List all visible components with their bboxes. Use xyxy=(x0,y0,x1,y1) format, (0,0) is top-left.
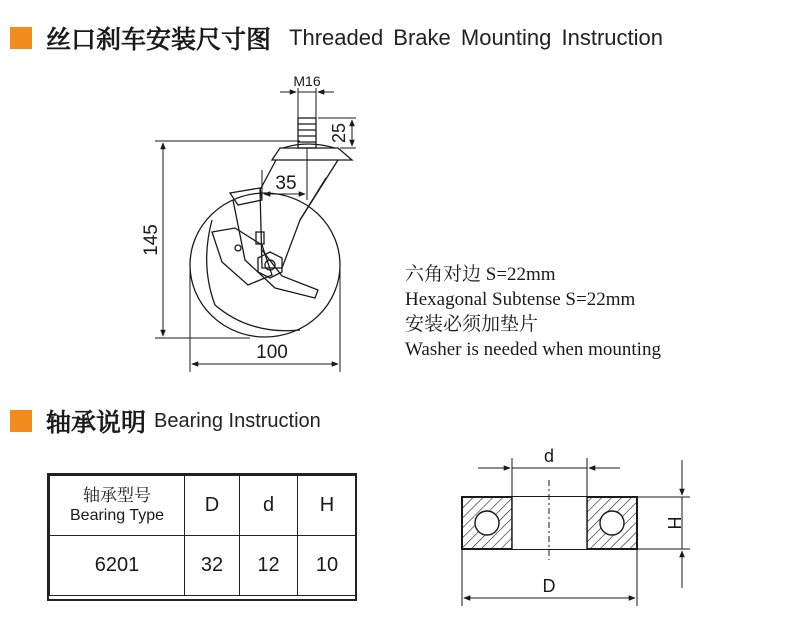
dim-height-label: H xyxy=(664,516,684,530)
orange-square-icon xyxy=(10,410,32,432)
dim-inner-label: d xyxy=(543,446,555,466)
dim-wheel-label: 100 xyxy=(256,342,288,363)
header-inner-diameter: d xyxy=(240,476,298,536)
bearing-section-drawing xyxy=(0,430,789,630)
top-plate xyxy=(272,148,352,160)
note-washer-en: Washer is needed when mounting xyxy=(405,339,661,360)
cell-height: 10 xyxy=(298,536,357,596)
header-type-zh: 轴承型号 xyxy=(83,485,151,506)
fork xyxy=(260,160,338,268)
cell-type: 6201 xyxy=(50,536,185,596)
left-ball xyxy=(475,511,499,535)
section-title-zh: 轴承说明 xyxy=(46,408,147,437)
dim-thread-label: M16 xyxy=(293,73,321,89)
section-title-en: Bearing Instruction xyxy=(154,409,321,432)
header-height: H xyxy=(298,476,357,536)
cell-inner-diameter: 12 xyxy=(240,536,298,596)
section-title-en: Threaded Brake Mounting Instruction xyxy=(289,25,663,50)
dim-offset-label: 35 xyxy=(275,173,297,194)
header-outer-diameter: D xyxy=(185,476,240,536)
wheel-face xyxy=(207,220,300,331)
dim-height-label: 145 xyxy=(141,224,162,256)
note-hex-en: Hexagonal Subtense S=22mm xyxy=(405,289,636,310)
note-washer-zh: 安装必须加垫片 xyxy=(405,314,539,335)
section-title-zh: 丝口刹车安装尺寸图 xyxy=(46,25,272,54)
right-ball xyxy=(600,511,624,535)
dim-outer-label: D xyxy=(542,576,556,596)
cell-outer-diameter: 32 xyxy=(185,536,240,596)
dim-stem-label: 25 xyxy=(329,122,349,144)
note-hex-zh: 六角对边 S=22mm xyxy=(405,264,556,285)
mounting-notes xyxy=(405,262,661,362)
header-type-en: Bearing Type xyxy=(70,506,164,524)
brake-lever xyxy=(230,188,262,205)
